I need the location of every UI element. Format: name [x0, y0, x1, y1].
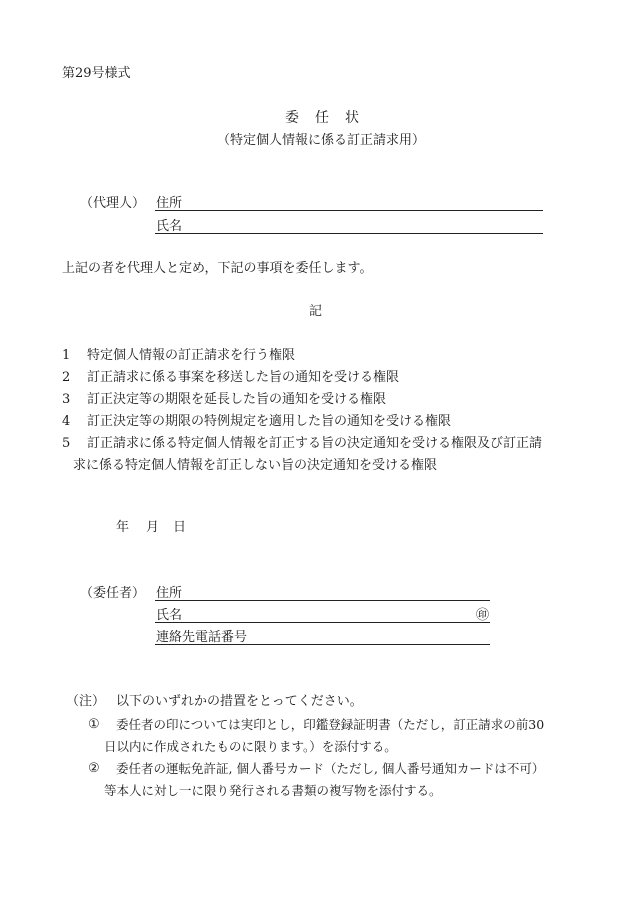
- seal-icon: ㊞: [476, 608, 490, 623]
- ki-heading: 記: [309, 304, 323, 319]
- agent-address-line[interactable]: [155, 210, 543, 211]
- list-item-number: 1: [62, 348, 71, 363]
- document-title: 委任状: [285, 110, 375, 126]
- date-year: 年: [116, 520, 130, 535]
- list-item: 特定個人情報の訂正請求を行う権限: [87, 348, 296, 363]
- principal-address-line[interactable]: [155, 600, 490, 601]
- list-item-number: 4: [62, 414, 71, 429]
- list-item-number: 2: [62, 370, 71, 385]
- notes-intro: 以下のいずれかの措置をとってください。: [116, 694, 363, 709]
- list-item: 訂正請求に係る特定個人情報を訂正する旨の決定通知を受ける権限及び訂正請: [87, 436, 543, 451]
- principal-address-label: 住所: [156, 586, 183, 601]
- note-line: 日以内に作成されたものに限ります。）を添付する。: [104, 739, 397, 754]
- form-number: 第29号様式: [62, 66, 131, 81]
- list-item: 訂正決定等の期限を延長した旨の通知を受ける権限: [87, 392, 387, 407]
- agent-name-line[interactable]: [155, 233, 543, 234]
- note-marker: ②: [88, 761, 100, 776]
- principal-phone-label: 連絡先電話番号: [156, 630, 248, 645]
- agent-address-label: 住所: [156, 196, 183, 211]
- list-item-number: 5: [62, 436, 71, 451]
- principal-phone-line[interactable]: [155, 644, 490, 645]
- note-line: 等本人に対し一に限り発行される書類の複写物を添付する。: [104, 783, 442, 798]
- list-item: 訂正決定等の期限の特例規定を適用した旨の通知を受ける権限: [87, 414, 452, 429]
- note-line: 委任者の運転免許証, 個人番号カード（ただし, 個人番号通知カードは不可）: [116, 761, 545, 776]
- date-day: 日: [173, 520, 187, 535]
- agent-label: （代理人）: [80, 196, 146, 211]
- list-item: 訂正請求に係る事案を移送した旨の通知を受ける権限: [87, 370, 400, 385]
- list-item-continuation: 求に係る特定個人情報を訂正しない旨の決定通知を受ける権限: [73, 458, 438, 473]
- principal-name-label: 氏名: [156, 608, 183, 623]
- principal-name-line[interactable]: [155, 622, 490, 623]
- note-marker: ①: [88, 717, 100, 732]
- document-subtitle: （特定個人情報に係る訂正請求用）: [217, 133, 426, 148]
- notes-label: （注）: [66, 694, 106, 709]
- principal-label: （委任者）: [80, 586, 146, 601]
- delegation-statement: 上記の者を代理人と定め，下記の事項を委任します。: [62, 261, 373, 276]
- note-line: 委任者の印については実印とし，印鑑登録証明書（ただし，訂正請求の前30: [116, 717, 545, 732]
- list-item-number: 3: [62, 392, 71, 407]
- date-month: 月: [146, 520, 160, 535]
- agent-name-label: 氏名: [156, 219, 183, 234]
